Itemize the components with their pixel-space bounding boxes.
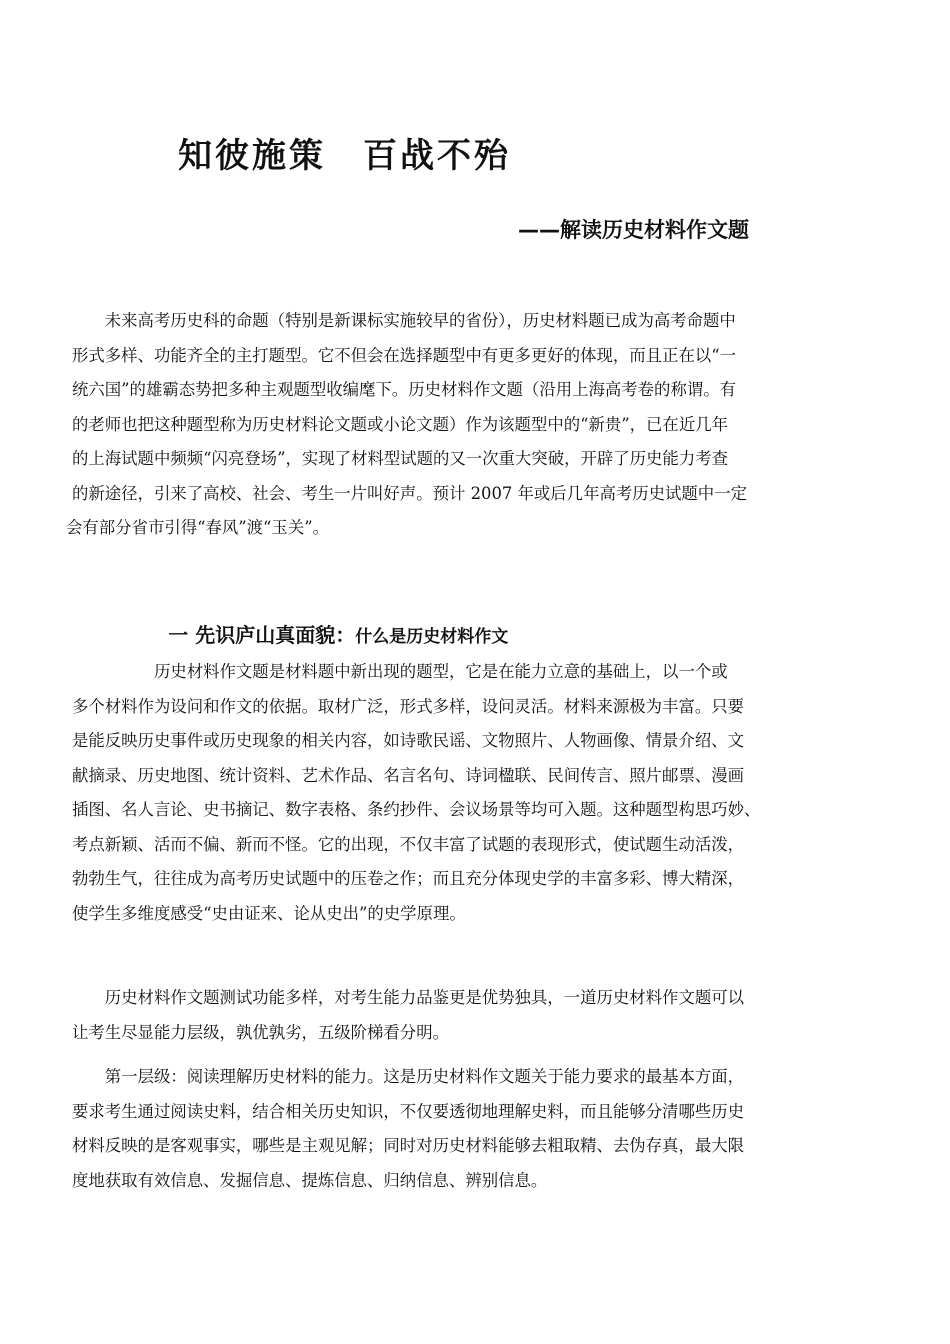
intro-paragraph: [66, 304, 872, 546]
text-line: 历史材料作文题测试功能多样，对考生能力品鉴更是优势独具，一道历史材料作文题可以: [72, 988, 745, 1007]
text-line: 让考生尽显能力层级，孰优孰劣，五级阶梯看分明。: [72, 1022, 449, 1042]
text-line: 第一层级：阅读理解历史材料的能力。这是历史材料作文题关于能力要求的最基本方面，: [72, 1067, 745, 1086]
text-line: 的新途径，引来了高校、社会、考生一片叫好声。预计 2007 年或后几年高考历史试题中一定: [72, 483, 747, 503]
text-line: 插图、名人言论、史书摘记、数字表格、条约抄件、会议场景等均可入题。这种题型构思巧妙、: [72, 800, 761, 819]
text-line: 考点新颖、活而不偏、新而不怪。它的出现，不仅丰富了试题的表现形式，使试题生动活泼，: [72, 834, 745, 854]
text-line: 要求考生通过阅读史料，结合相关历史知识，不仅要透彻地理解史料，而且能够分清哪些历史: [72, 1101, 745, 1121]
section-paragraph-3: [72, 1060, 872, 1198]
text-line: 会有部分省市引得“春风”渡“玉关”。: [66, 518, 329, 537]
text-line: 度地获取有效信息、发掘信息、提炼信息、归纳信息、辨别信息。: [72, 1170, 548, 1190]
text-line: 统六国”的雄霸态势把多种主观题型收编麾下。历史材料作文题（沿用上海高考卷的称谓。有: [72, 380, 737, 399]
text-line: 历史材料作文题是材料题中新出现的题型，它是在能力立意的基础上，以一个或: [72, 662, 728, 681]
document-subtitle: ——解读历史材料作文题: [518, 218, 749, 242]
text-line: 未来高考历史科的命题（特别是新课标实施较早的省份），历史材料题已成为高考命题中: [72, 311, 736, 330]
text-line: 形式多样、功能齐全的主打题型。它不但会在选择题型中有更多更好的体现，而且正在以“一: [72, 345, 737, 365]
text-line: 的上海试题中频频“闪亮登场”，实现了材料型试题的又一次重大突破，开辟了历史能力考查: [72, 449, 728, 468]
text-line: 献摘录、历史地图、统计资料、艺术作品、名言名句、诗词楹联、民间传言、照片邮票、漫画: [72, 765, 745, 785]
text-line: 勃勃生气，往往成为高考历史试题中的压卷之作；而且充分体现史学的丰富多彩、博大精深，: [72, 869, 745, 888]
section-heading-title: 一 先识庐山真面貌：: [168, 623, 356, 647]
text-line: 材料反映的是客观事实，哪些是主观见解；同时对历史材料能够去粗取精、去伪存真，最大限: [72, 1136, 745, 1155]
section-paragraph-2: [72, 981, 872, 1050]
text-line: 使学生多维度感受“史由证来、论从史出”的史学原理。: [72, 903, 466, 923]
text-line: 的老师也把这种题型称为历史材料论文题或小论文题）作为该题型中的“新贵”，已在近几年: [72, 414, 728, 434]
document-title: 知彼施策 百战不殆: [178, 136, 511, 176]
text-line: 是能反映历史事件或历史现象的相关内容，如诗歌民谣、文物照片、人物画像、情景介绍、文: [72, 731, 745, 750]
section-paragraph-1: [72, 655, 872, 931]
text-line: 多个材料作为设问和作文的依据。取材广泛，形式多样，设问灵活。材料来源极为丰富。只要: [72, 696, 745, 716]
section-heading-subtitle: 什么是历史材料作文: [355, 627, 509, 647]
